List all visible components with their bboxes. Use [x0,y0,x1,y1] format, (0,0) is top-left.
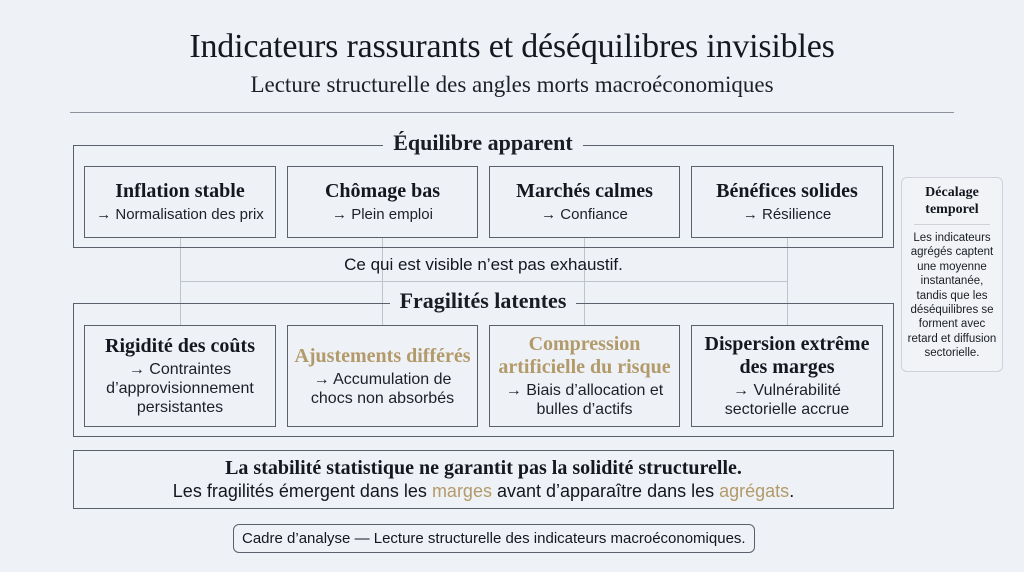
card-inflation [84,166,276,238]
highlight-marges: marges [431,481,492,501]
card-unemployment [287,166,478,238]
apparent-equilibrium-label-text: Équilibre apparent [383,130,583,155]
card-title: Bénéfices solides [716,180,858,202]
side-note-divider [914,224,990,225]
card-desc: → Vulnérabilité sectorielle accrue [724,382,850,418]
card-title: Ajustements différés [294,344,471,367]
card-title: Marchés calmes [516,180,653,202]
card-markets [489,166,680,238]
apparent-equilibrium-label [0,130,966,156]
card-profits [691,166,883,238]
conclusion-main: La stabilité statistique ne garantit pas la solidité structurelle. [225,457,742,479]
card-title: Compression artificielle du risque [498,333,671,378]
page-title: Indicateurs rassurants et déséquilibres invisibles [189,28,835,65]
latent-fragilities-label-text: Fragilités latentes [390,288,577,313]
side-note-title: Décalage temporel [925,185,979,217]
conclusion-box [73,450,894,509]
card-desc: → Contraintes d’approvisionnement persistantes [106,361,254,416]
conclusion-text-3: . [789,481,795,501]
highlight-agregats: agrégats [719,481,790,501]
card-cost-rigidity [84,325,276,427]
card-risk-compression [489,325,680,427]
card-desc: → Confiance [541,206,628,223]
card-desc: → Biais d’allocation et bulles d’actifs [505,382,664,418]
card-title: Chômage bas [324,180,440,202]
card-desc: → Accumulation de chocs non absorbés [310,370,455,407]
conclusion-sub [74,480,893,502]
conclusion-text-1: Les fragilités émergent dans les [172,481,432,501]
time-lag-sidebar [901,177,1003,372]
side-note-text: Les indicateurs agrégés captent une moyenne instantanée, tandis que les déséquilibres se forment avec retard et diffusion sectorielle. [907,232,997,360]
card-title: Inflation stable [115,180,245,202]
card-deferred-adjustments [287,325,478,427]
card-desc: → Normalisation des prix [96,206,264,223]
conclusion-text-2: avant d’apparaître dans les [491,481,720,501]
page-subtitle: Lecture structurelle des angles morts macroéconomiques [250,72,774,97]
connector-horizontal [180,281,787,282]
header-divider [70,112,954,113]
card-desc: → Plein emploi [332,206,433,223]
card-title: Dispersion extrême des marges [704,333,870,378]
card-title: Rigidité des coûts [105,335,255,357]
card-desc: → Résilience [742,206,832,223]
card-margin-dispersion [691,325,883,427]
visibility-note: Ce qui est visible n’est pas exhaustif. [344,255,623,274]
latent-fragilities-label [0,288,966,314]
framework-caption: Cadre d’analyse — Lecture structurelle des indicateurs macroéconomiques. [233,524,755,553]
